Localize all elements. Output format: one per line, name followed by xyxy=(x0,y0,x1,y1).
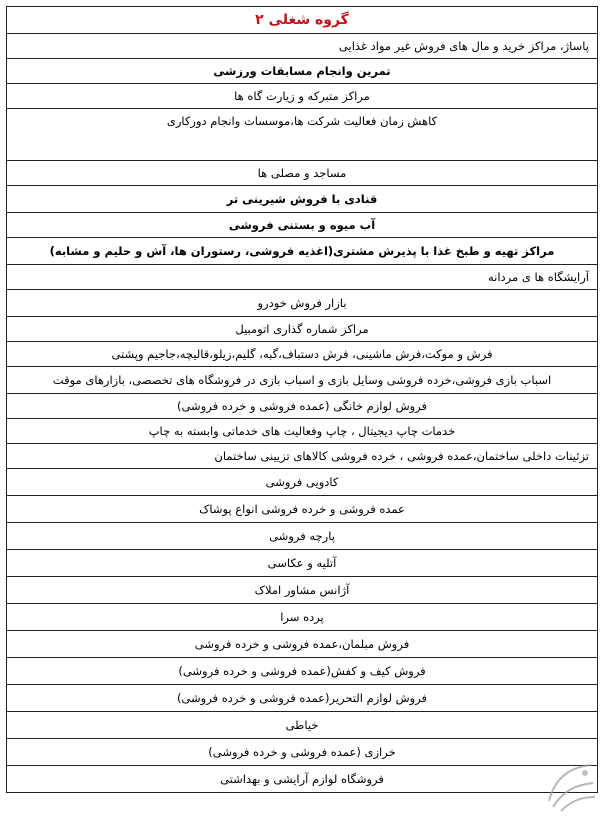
table-row: مراکز شماره گذاری اتومبیل xyxy=(7,317,598,342)
table-row: آب میوه و بستنی فروشی xyxy=(7,213,598,238)
table-row: تمرین وانجام مسابقات ورزشی xyxy=(7,59,598,84)
table-row: مراکز تهیه و طبخ غذا با پذیرش مشتری(اغذیه فروشی، رستوران ها، آش و حلیم و مشابه) xyxy=(7,238,598,265)
table-row: آتلیه و عکاسی xyxy=(7,550,598,577)
table-row: قنادی با فروش شیرینی تر xyxy=(7,186,598,213)
table-row: خیاطی xyxy=(7,712,598,739)
table-row: فروش لوازم خانگی (عمده فروشی و خرده فروشی) xyxy=(7,394,598,419)
table-row: فروشگاه لوازم آرایشی و بهداشتی xyxy=(7,766,598,793)
job-group-table xyxy=(6,6,598,793)
table-row: کاهش زمان فعالیت شرکت ها،موسسات وانجام دورکاری xyxy=(7,109,598,161)
table-row: آرایشگاه ها ی مردانه xyxy=(7,265,598,290)
table-row: اسباب بازی فروشی،خرده فروشی وسایل بازی و اسباب بازی در فروشگاه های تخصصی، بازارهای موقت xyxy=(7,367,598,394)
table-row: فروش کیف و کفش(عمده فروشی و خرده فروشی) xyxy=(7,658,598,685)
table-row: کادویی فروشی xyxy=(7,469,598,496)
table-row: پارچه فروشی xyxy=(7,523,598,550)
table-row: پاساژ، مراکز خرید و مال های فروش غیر مواد غذایی xyxy=(7,34,598,59)
table-row: مراکز متبرکه و زیارت گاه ها xyxy=(7,84,598,109)
table-row: فرش و موکت،فرش ماشینی، فرش دستباف،گبه، گلیم،زیلو،قالیچه،جاجیم وپشتی xyxy=(7,342,598,367)
table-row: فروش لوازم التحریر(عمده فروشی و خرده فروشی) xyxy=(7,685,598,712)
table-row: مساجد و مصلی ها xyxy=(7,161,598,186)
table-row: فروش مبلمان،عمده فروشی و خرده فروشی xyxy=(7,631,598,658)
table-title: گروه شغلی ۲ xyxy=(7,7,598,34)
logo-watermark-icon xyxy=(541,757,599,815)
table-row: خرازی (عمده فروشی و خرده فروشی) xyxy=(7,739,598,766)
table-row: پرده سرا xyxy=(7,604,598,631)
table-row: آژانس مشاور املاک xyxy=(7,577,598,604)
table-row: بازار فروش خودرو xyxy=(7,290,598,317)
table-row: خدمات چاپ دیجیتال ، چاپ وفعالیت های خدماتی وابسته به چاپ xyxy=(7,419,598,444)
table-row: عمده فروشی و خرده فروشی انواع پوشاک xyxy=(7,496,598,523)
document-sheet xyxy=(6,6,598,793)
table-row: تزئینات داخلی ساختمان،عمده فروشی ، خرده فروشی کالاهای تزیینی ساختمان xyxy=(7,444,598,469)
